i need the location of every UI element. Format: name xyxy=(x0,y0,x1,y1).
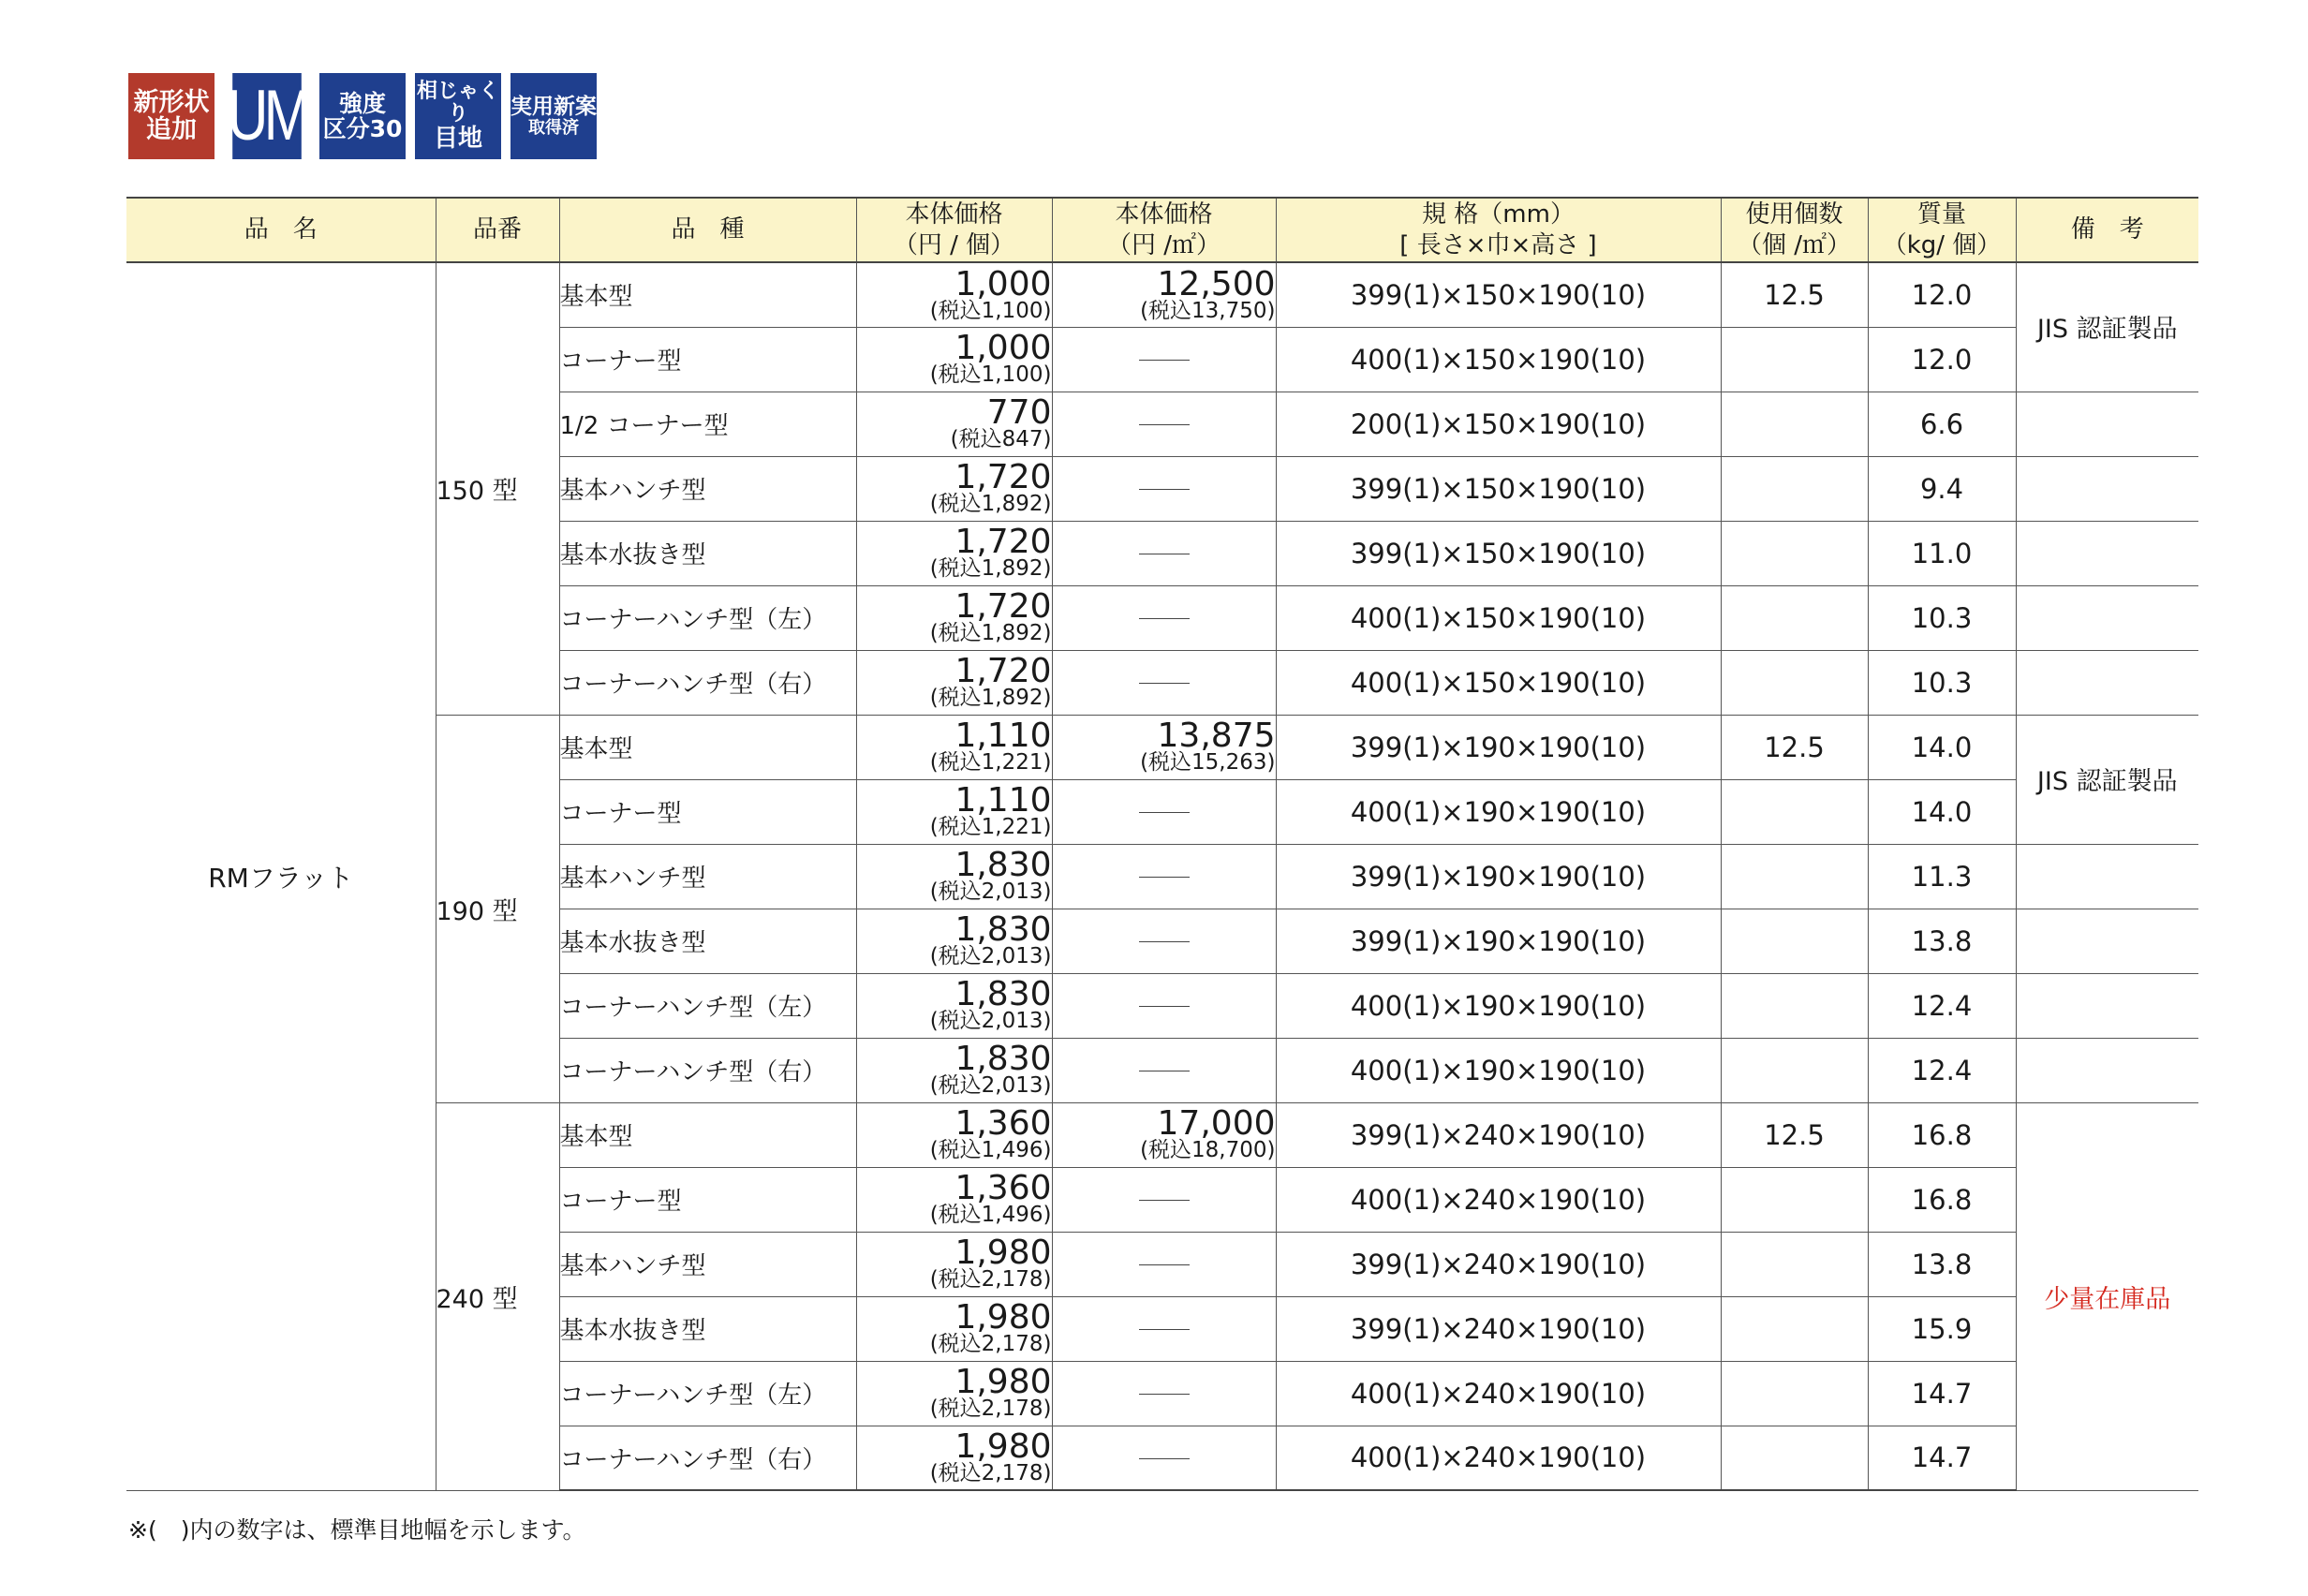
unit-price-tax: (税込2,013) xyxy=(929,944,1052,969)
unit-price-value: 1,830 xyxy=(954,975,1052,1014)
unit-price-cell xyxy=(856,1361,1052,1426)
area-price-value: 13,875 xyxy=(1157,717,1276,756)
spec-cell: 399(1)×240×190(10) xyxy=(1276,1232,1721,1296)
area-price-cell xyxy=(1052,909,1276,973)
type-cell: 基本ハンチ型 xyxy=(559,456,856,521)
mass-cell: 12.4 xyxy=(1868,973,2016,1038)
unit-price-tax: (税込1,892) xyxy=(929,686,1052,711)
spec-cell: 399(1)×190×190(10) xyxy=(1276,909,1721,973)
spec-cell: 399(1)×150×190(10) xyxy=(1276,456,1721,521)
area-price-cell xyxy=(1052,1296,1276,1361)
mass-cell: 16.8 xyxy=(1868,1102,2016,1167)
spec-cell: 399(1)×240×190(10) xyxy=(1276,1102,1721,1167)
dash-mark xyxy=(1139,1329,1190,1330)
unit-price-value: 1,110 xyxy=(954,717,1052,756)
mass-cell: 10.3 xyxy=(1868,585,2016,650)
usage-cell xyxy=(1721,1426,1868,1490)
mass-cell: 12.0 xyxy=(1868,327,2016,392)
dash-mark xyxy=(1139,618,1190,619)
unit-price-value: 1,980 xyxy=(954,1298,1052,1337)
mass-cell: 15.9 xyxy=(1868,1296,2016,1361)
usage-cell xyxy=(1721,779,1868,844)
type-cell: コーナーハンチ型（右） xyxy=(559,1426,856,1490)
dash-mark xyxy=(1139,877,1190,878)
mass-cell: 13.8 xyxy=(1868,1232,2016,1296)
unit-price-cell xyxy=(856,844,1052,909)
spec-cell: 399(1)×190×190(10) xyxy=(1276,715,1721,779)
remarks-cell xyxy=(2016,1038,2198,1102)
dash-mark xyxy=(1139,683,1190,684)
usage-cell xyxy=(1721,585,1868,650)
remarks-cell xyxy=(2016,392,2198,456)
area-price-cell xyxy=(1052,585,1276,650)
unit-price-cell xyxy=(856,1102,1052,1167)
usage-cell xyxy=(1721,1296,1868,1361)
unit-price-tax: (税込1,100) xyxy=(929,298,1052,323)
type-cell: コーナーハンチ型（右） xyxy=(559,650,856,715)
badge-joint: 相じゃくり 目地 xyxy=(415,73,501,159)
remarks-cell xyxy=(2016,909,2198,973)
unit-price-tax: (税込2,013) xyxy=(929,1073,1052,1099)
unit-price-cell xyxy=(856,715,1052,779)
usage-cell xyxy=(1721,844,1868,909)
area-price-tax: (税込18,700) xyxy=(1140,1138,1276,1163)
header-name: 品 名 xyxy=(126,198,436,262)
type-cell: コーナーハンチ型（左） xyxy=(559,585,856,650)
spec-cell: 400(1)×190×190(10) xyxy=(1276,779,1721,844)
spec-cell: 200(1)×150×190(10) xyxy=(1276,392,1721,456)
type-cell: 基本型 xyxy=(559,715,856,779)
unit-price-value: 1,360 xyxy=(954,1169,1052,1208)
badge-new-shape: 新形状 追加 xyxy=(128,73,215,159)
mass-cell: 11.3 xyxy=(1868,844,2016,909)
area-price-cell xyxy=(1052,650,1276,715)
area-price-cell xyxy=(1052,1167,1276,1232)
mass-cell: 11.0 xyxy=(1868,521,2016,585)
spec-cell: 399(1)×150×190(10) xyxy=(1276,262,1721,327)
badge-strength: 強度 区分30 xyxy=(319,73,406,159)
usage-cell xyxy=(1721,973,1868,1038)
unit-price-tax: (税込1,221) xyxy=(929,815,1052,840)
area-price-value: 17,000 xyxy=(1157,1104,1276,1144)
usage-cell xyxy=(1721,1361,1868,1426)
unit-price-cell xyxy=(856,392,1052,456)
unit-price-value: 1,830 xyxy=(954,1040,1052,1079)
area-price-cell xyxy=(1052,844,1276,909)
type-cell: 基本型 xyxy=(559,262,856,327)
unit-price-tax: (税込1,496) xyxy=(929,1203,1052,1228)
mass-cell: 16.8 xyxy=(1868,1167,2016,1232)
remarks-cell xyxy=(2016,650,2198,715)
area-price-cell xyxy=(1052,1426,1276,1490)
product-name-cell: RMフラット xyxy=(126,262,436,1490)
header-mass: 質量 （kg/ 個） xyxy=(1868,198,2016,262)
spec-cell: 400(1)×240×190(10) xyxy=(1276,1167,1721,1232)
spec-cell: 400(1)×240×190(10) xyxy=(1276,1426,1721,1490)
usage-cell: 12.5 xyxy=(1721,715,1868,779)
unit-price-tax: (税込1,892) xyxy=(929,621,1052,646)
dash-mark xyxy=(1139,1200,1190,1201)
unit-price-cell xyxy=(856,585,1052,650)
unit-price-tax: (税込847) xyxy=(950,427,1052,452)
unit-price-cell xyxy=(856,1167,1052,1232)
type-cell: コーナーハンチ型（右） xyxy=(559,1038,856,1102)
unit-price-cell xyxy=(856,650,1052,715)
table-row xyxy=(126,715,2198,779)
feature-badges xyxy=(128,73,597,159)
type-cell: コーナーハンチ型（左） xyxy=(559,973,856,1038)
header-number: 品番 xyxy=(436,198,559,262)
area-price-cell xyxy=(1052,327,1276,392)
type-cell: コーナー型 xyxy=(559,327,856,392)
unit-price-tax: (税込1,496) xyxy=(929,1138,1052,1163)
footnote: ※( )内の数字は、標準目地幅を示します。 xyxy=(128,1516,586,1544)
header-spec: 規 格（mm） [ 長さ×巾×高さ ] xyxy=(1276,198,1721,262)
mass-cell: 6.6 xyxy=(1868,392,2016,456)
mass-cell: 12.4 xyxy=(1868,1038,2016,1102)
dash-mark xyxy=(1139,1264,1190,1265)
remarks-cell: 少量在庫品 xyxy=(2016,1102,2198,1490)
header-remarks: 備 考 xyxy=(2016,198,2198,262)
usage-cell: 12.5 xyxy=(1721,262,1868,327)
unit-price-value: 1,980 xyxy=(954,1234,1052,1273)
unit-price-tax: (税込2,178) xyxy=(929,1267,1052,1293)
usage-cell xyxy=(1721,392,1868,456)
unit-price-tax: (税込1,221) xyxy=(929,750,1052,776)
mass-cell: 13.8 xyxy=(1868,909,2016,973)
dash-mark xyxy=(1139,424,1190,425)
usage-cell xyxy=(1721,909,1868,973)
badge-um: UM xyxy=(232,73,302,159)
remarks-cell xyxy=(2016,585,2198,650)
remarks-cell xyxy=(2016,973,2198,1038)
dash-mark xyxy=(1139,1006,1190,1007)
product-number-cell: 240 型 xyxy=(436,1102,559,1490)
mass-cell: 14.7 xyxy=(1868,1361,2016,1426)
header-type: 品 種 xyxy=(559,198,856,262)
spec-cell: 400(1)×240×190(10) xyxy=(1276,1361,1721,1426)
remarks-cell: JIS 認証製品 xyxy=(2016,262,2198,392)
unit-price-cell xyxy=(856,327,1052,392)
unit-price-value: 1,830 xyxy=(954,846,1052,885)
spec-cell: 400(1)×150×190(10) xyxy=(1276,585,1721,650)
type-cell: 基本水抜き型 xyxy=(559,1296,856,1361)
type-cell: コーナーハンチ型（左） xyxy=(559,1361,856,1426)
mass-cell: 12.0 xyxy=(1868,262,2016,327)
unit-price-value: 1,720 xyxy=(954,458,1052,497)
spec-cell: 400(1)×150×190(10) xyxy=(1276,650,1721,715)
area-price-cell xyxy=(1052,392,1276,456)
type-cell: 1/2 コーナー型 xyxy=(559,392,856,456)
area-price-tax: (税込15,263) xyxy=(1140,750,1276,776)
unit-price-value: 1,720 xyxy=(954,587,1052,627)
unit-price-cell xyxy=(856,521,1052,585)
spec-cell: 399(1)×190×190(10) xyxy=(1276,844,1721,909)
area-price-cell xyxy=(1052,456,1276,521)
area-price-cell xyxy=(1052,521,1276,585)
unit-price-cell xyxy=(856,973,1052,1038)
unit-price-cell xyxy=(856,262,1052,327)
spec-cell: 400(1)×150×190(10) xyxy=(1276,327,1721,392)
unit-price-value: 1,000 xyxy=(954,329,1052,368)
unit-price-value: 1,720 xyxy=(954,652,1052,691)
type-cell: 基本型 xyxy=(559,1102,856,1167)
area-price-cell xyxy=(1052,262,1276,327)
type-cell: コーナー型 xyxy=(559,779,856,844)
type-cell: 基本ハンチ型 xyxy=(559,844,856,909)
dash-mark xyxy=(1139,812,1190,813)
area-price-cell xyxy=(1052,1102,1276,1167)
product-number-cell: 150 型 xyxy=(436,262,559,715)
area-price-cell xyxy=(1052,1232,1276,1296)
area-price-cell xyxy=(1052,1038,1276,1102)
unit-price-value: 1,000 xyxy=(954,264,1052,303)
unit-price-value: 1,360 xyxy=(954,1104,1052,1144)
remarks-cell xyxy=(2016,521,2198,585)
dash-mark xyxy=(1139,360,1190,361)
dash-mark xyxy=(1139,489,1190,490)
price-table xyxy=(126,197,2198,1491)
product-number-cell: 190 型 xyxy=(436,715,559,1102)
mass-cell: 14.0 xyxy=(1868,779,2016,844)
type-cell: コーナー型 xyxy=(559,1167,856,1232)
unit-price-value: 1,720 xyxy=(954,523,1052,562)
unit-price-cell xyxy=(856,1296,1052,1361)
unit-price-cell xyxy=(856,456,1052,521)
unit-price-tax: (税込2,178) xyxy=(929,1461,1052,1486)
mass-cell: 14.7 xyxy=(1868,1426,2016,1490)
remarks-cell xyxy=(2016,456,2198,521)
dash-mark xyxy=(1139,941,1190,942)
area-price-value: 12,500 xyxy=(1157,264,1276,303)
unit-price-value: 770 xyxy=(986,393,1052,433)
unit-price-tax: (税込2,178) xyxy=(929,1396,1052,1422)
area-price-tax: (税込13,750) xyxy=(1140,298,1276,323)
usage-cell xyxy=(1721,1232,1868,1296)
unit-price-value: 1,980 xyxy=(954,1427,1052,1467)
area-price-cell xyxy=(1052,1361,1276,1426)
unit-price-tax: (税込2,178) xyxy=(929,1332,1052,1357)
area-price-cell xyxy=(1052,715,1276,779)
usage-cell xyxy=(1721,650,1868,715)
spec-cell: 399(1)×150×190(10) xyxy=(1276,521,1721,585)
unit-price-cell xyxy=(856,909,1052,973)
spec-cell: 400(1)×190×190(10) xyxy=(1276,1038,1721,1102)
unit-price-cell xyxy=(856,1038,1052,1102)
type-cell: 基本水抜き型 xyxy=(559,521,856,585)
spec-cell: 400(1)×190×190(10) xyxy=(1276,973,1721,1038)
usage-cell xyxy=(1721,456,1868,521)
mass-cell: 10.3 xyxy=(1868,650,2016,715)
header-unit-price: 本体価格 （円 / 個） xyxy=(856,198,1052,262)
table-row xyxy=(126,262,2198,327)
unit-price-tax: (税込1,892) xyxy=(929,556,1052,582)
unit-price-value: 1,110 xyxy=(954,781,1052,820)
type-cell: 基本ハンチ型 xyxy=(559,1232,856,1296)
remarks-cell xyxy=(2016,844,2198,909)
spec-cell: 399(1)×240×190(10) xyxy=(1276,1296,1721,1361)
usage-cell xyxy=(1721,1167,1868,1232)
header-area-price: 本体価格 （円 /㎡） xyxy=(1052,198,1276,262)
usage-cell xyxy=(1721,1038,1868,1102)
unit-price-tax: (税込1,100) xyxy=(929,362,1052,388)
unit-price-cell xyxy=(856,779,1052,844)
remarks-cell: JIS 認証製品 xyxy=(2016,715,2198,844)
mass-cell: 9.4 xyxy=(1868,456,2016,521)
mass-cell: 14.0 xyxy=(1868,715,2016,779)
area-price-cell xyxy=(1052,779,1276,844)
unit-price-tax: (税込2,013) xyxy=(929,1009,1052,1034)
usage-cell xyxy=(1721,327,1868,392)
unit-price-value: 1,980 xyxy=(954,1363,1052,1402)
dash-mark xyxy=(1139,1458,1190,1459)
unit-price-cell xyxy=(856,1232,1052,1296)
unit-price-cell xyxy=(856,1426,1052,1490)
unit-price-tax: (税込1,892) xyxy=(929,492,1052,517)
type-cell: 基本水抜き型 xyxy=(559,909,856,973)
usage-cell: 12.5 xyxy=(1721,1102,1868,1167)
dash-mark xyxy=(1139,1394,1190,1395)
header-usage: 使用個数 （個 /㎡） xyxy=(1721,198,1868,262)
usage-cell xyxy=(1721,521,1868,585)
badge-patent: 実用新案 取得済 xyxy=(510,73,597,159)
table-header-row xyxy=(126,198,2198,262)
area-price-cell xyxy=(1052,973,1276,1038)
unit-price-value: 1,830 xyxy=(954,910,1052,950)
table-row xyxy=(126,1102,2198,1167)
unit-price-tax: (税込2,013) xyxy=(929,879,1052,905)
